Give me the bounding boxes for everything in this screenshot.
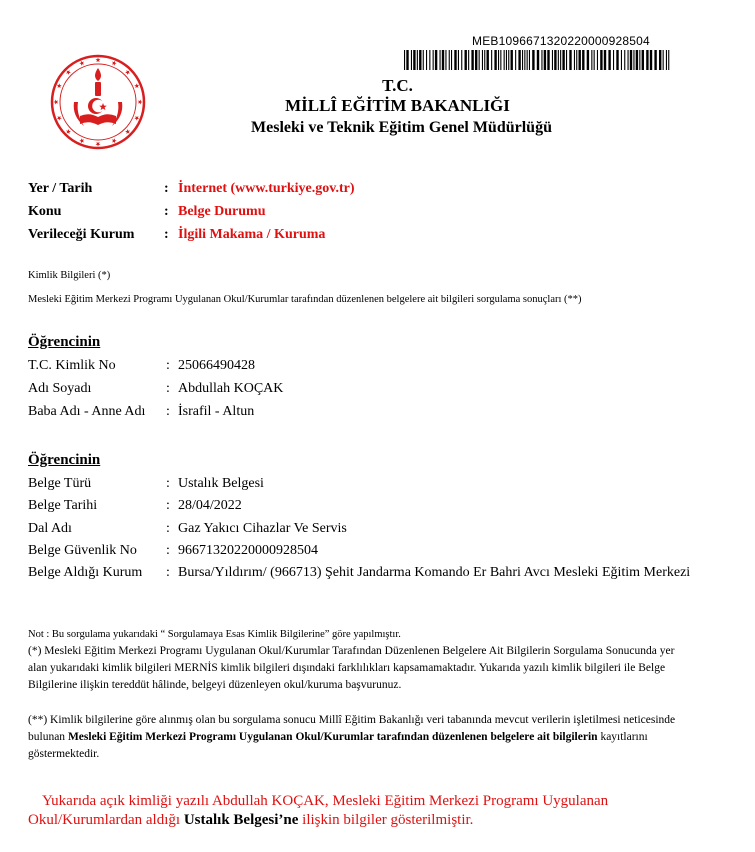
meta-value: İnternet (www.turkiye.gov.tr) <box>178 181 355 196</box>
field-label: Belge Türü <box>28 476 92 491</box>
meta-label: Konu <box>28 204 62 219</box>
field-value: İsrafil - Altun <box>178 404 255 419</box>
field-separator: : <box>166 476 170 491</box>
field-separator: : <box>166 381 170 396</box>
field-label: Dal Adı <box>28 521 72 536</box>
section-title-student-certificate: Öğrencinin <box>28 452 101 468</box>
meta-separator: : <box>164 181 169 196</box>
final-statement-post: ilişkin bilgiler gösterilmiştir. <box>298 812 474 828</box>
note-double-star-post: kayıtlarını göstermektedir. <box>28 731 648 760</box>
field-label: Belge Güvenlik No <box>28 543 137 558</box>
note-single-star: (*) Mesleki Eğitim Merkezi Programı Uygulanan Okul/Kurumlar Tarafından Düzenlenen Belgelere Ait Bilgilerin Sorgulama Sonucunda yer alan yukarıdaki kimlik bilgileri MERNİS kimlik bilgileri dışındaki farklılıkları kapsamamaktadır. Yukarıda yazılı kimlik bilgileri ile Belge Bilgilerine ilişkin tereddüt hâlinde, belgeyi düzenleyen okul/kuruma başvurunuz. <box>28 645 675 691</box>
field-label: Belge Aldığı Kurum <box>28 565 143 580</box>
final-statement <box>28 792 708 830</box>
field-value: Bursa/Yıldırım/ (966713) Şehit Jandarma Komando Er Bahri Avcı Mesleki Eğitim Merkezi <box>178 565 691 580</box>
field-separator: : <box>166 498 170 513</box>
field-separator: : <box>166 521 170 536</box>
field-label: Baba Adı - Anne Adı <box>28 404 146 419</box>
header-ministry: MİLLÎ EĞİTİM BAKANLIĞI <box>285 96 510 115</box>
field-label: T.C. Kimlik No <box>28 358 116 373</box>
barcode-icon <box>404 50 672 70</box>
final-statement-bold: Ustalık Belgesi’ne <box>183 812 299 828</box>
meta-label: Verileceği Kurum <box>28 227 135 242</box>
field-value: 28/04/2022 <box>178 498 242 513</box>
meta-separator: : <box>164 227 169 242</box>
note-double-star-bold: Mesleki Eğitim Merkezi Programı Uygulanan Okul/Kurumlar tarafından düzenlenen belgelere ait bilgilerin <box>67 731 598 743</box>
field-value: Abdullah KOÇAK <box>178 381 284 396</box>
note-double-star <box>28 712 688 763</box>
field-value: Gaz Yakıcı Cihazlar Ve Servis <box>178 521 347 536</box>
meta-value: Belge Durumu <box>178 204 266 219</box>
field-separator: : <box>166 565 170 580</box>
field-separator: : <box>166 358 170 373</box>
field-label: Belge Tarihi <box>28 498 98 513</box>
meta-label: Yer / Tarih <box>28 181 93 196</box>
field-separator: : <box>166 543 170 558</box>
note-line: Not : Bu sorgulama yukarıdaki “ Sorgulamaya Esas Kimlik Bilgilerine” göre yapılmıştır. <box>28 629 401 640</box>
identity-info-caption: Kimlik Bilgileri (*) <box>28 270 111 281</box>
final-statement-pre: Yukarıda açık kimliği yazılı Abdullah KOÇAK, Mesleki Eğitim Merkezi Programı Uygulanan Okul/Kurumlardan aldığı <box>28 793 609 828</box>
meta-separator: : <box>164 204 169 219</box>
field-value: Ustalık Belgesi <box>178 476 264 491</box>
query-results-caption: Mesleki Eğitim Merkezi Programı Uygulanan Okul/Kurumlar tarafından düzenlenen belgelere ait bilgileri sorgulama sonuçları (**) <box>28 294 582 305</box>
meta-value: İlgili Makama / Kuruma <box>178 227 326 242</box>
header-directorate: Mesleki ve Teknik Eğitim Genel Müdürlüğü <box>251 119 552 136</box>
header-tc: T.C. <box>382 76 413 95</box>
field-value: 25066490428 <box>178 358 255 373</box>
field-label: Adı Soyadı <box>28 381 92 396</box>
note-double-star-pre: (**) Kimlik bilgilerine göre alınmış olan bu sorgulama sonucu Millî Eğitim Bakanlığı veri tabanında mevcut verilerin işletilmesi neticesinde bulunan <box>28 714 676 743</box>
document-number: MEB10966713202200009285​04 <box>472 34 650 48</box>
section-title-student-identity: Öğrencinin <box>28 334 101 350</box>
field-value: 96671320220000928504 <box>178 543 318 558</box>
field-separator: : <box>166 404 170 419</box>
